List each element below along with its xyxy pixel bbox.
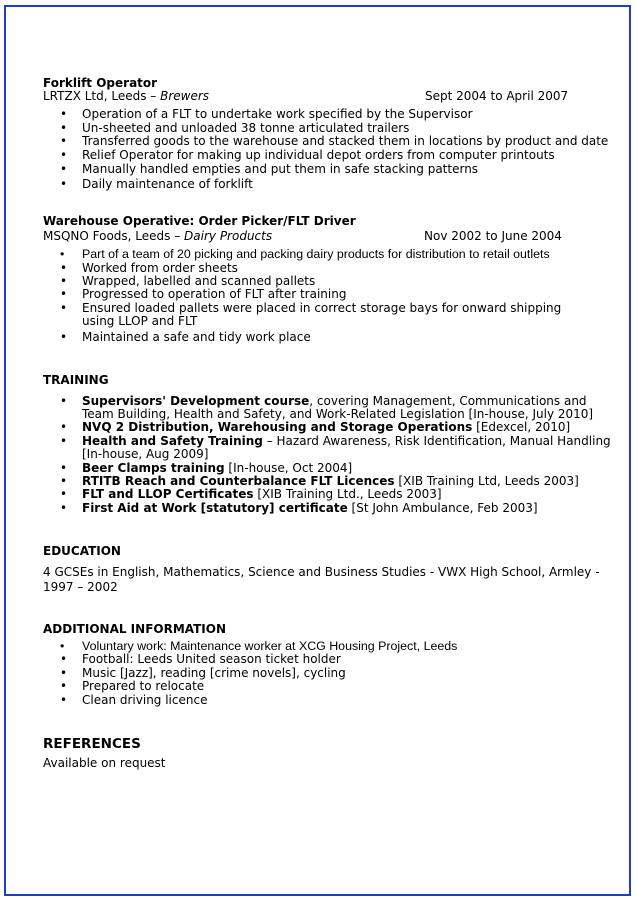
additional-list <box>43 640 613 707</box>
education-section <box>43 545 613 594</box>
list-item: • Daily maintenance of forklift <box>60 177 253 192</box>
additional-section <box>43 623 613 707</box>
list-item: • Voluntary work: Maintenance worker at XCG Housing Project, Leeds <box>60 638 458 653</box>
list-item: • First Aid at Work [statutory] certificate [St John Ambulance, Feb 2003] <box>60 500 538 515</box>
job-company: LRTZX Ltd, Leeds – <box>43 89 161 104</box>
education-detail: 4 GCSEs in English, Mathematics, Science and Business Studies - VWX High School, Armley - 1997 – 2002 <box>43 564 600 594</box>
list-item: • RTITB Reach and Counterbalance FLT Licences [XIB Training Ltd, Leeds 2003] <box>60 473 579 488</box>
list-item: • Transferred goods to the warehouse and stacked them in locations by product and date <box>60 134 609 149</box>
list-item: • Maintained a safe and tidy work place <box>60 329 311 344</box>
list-item: • Health and Safety Training – Hazard Awareness, Risk Identification, Manual Handling [In-house, Aug 2009] <box>60 433 611 462</box>
section-heading: TRAINING <box>43 373 109 388</box>
section-heading: EDUCATION <box>43 544 121 559</box>
list-item: • Clean driving licence <box>60 692 208 707</box>
list-item: • FLT and LLOP Certificates [XIB Training Ltd., Leeds 2003] <box>60 487 442 502</box>
list-item: • Progressed to operation of FLT after training <box>60 287 347 302</box>
job-title: Forklift Operator <box>43 76 158 90</box>
list-item: • Worked from order sheets <box>60 260 238 275</box>
job-dates: Sept 2004 to April 2007 <box>425 89 569 104</box>
list-item: • Part of a team of 20 picking and packing dairy products for distribution to retail outlets <box>60 247 550 262</box>
job-dates: Nov 2002 to June 2004 <box>424 229 562 244</box>
list-item: • Music [Jazz], reading [crime novels], cycling <box>60 665 346 680</box>
list-item: • Relief Operator for making up individual depot orders from computer printouts <box>60 147 555 162</box>
job-warehouse-operative <box>43 215 613 344</box>
training-list <box>43 395 613 516</box>
section-heading: ADDITIONAL INFORMATION <box>43 621 227 636</box>
references-section <box>43 738 613 771</box>
references-text: Available on request <box>43 756 166 771</box>
list-item: • Beer Clamps training [In-house, Oct 2004] <box>60 460 353 475</box>
list-item-continued: using LLOP and FLT <box>82 314 198 329</box>
list-item: • NVQ 2 Distribution, Warehousing and Storage Operations [Edexcel, 2010] <box>60 420 571 435</box>
list-item: • Supervisors' Development course, covering Management, Communications and Team Building, Health and Safety, and Work-Related Legislation [In-house, July 2010] <box>60 393 594 421</box>
section-heading: REFERENCES <box>43 736 141 752</box>
list-item: • Operation of a FLT to undertake work specified by the Supervisor <box>60 107 473 122</box>
job-sector: Dairy Products <box>184 229 273 244</box>
list-item: • Football: Leeds United season ticket holder <box>60 652 341 667</box>
list-item: • Un-sheeted and unloaded 38 tonne articulated trailers <box>60 120 410 135</box>
list-item: • Ensured loaded pallets were placed in correct storage bays for onward shipping <box>60 300 562 315</box>
list-item: • Wrapped, labelled and scanned pallets <box>60 274 316 289</box>
cv-content <box>43 77 613 771</box>
job-sector: Brewers <box>160 89 210 104</box>
list-item: • Manually handled empties and put them in safe stacking patterns <box>60 162 479 177</box>
list-item: • Prepared to relocate <box>60 679 205 694</box>
duty-list <box>43 248 613 344</box>
job-employer-line <box>43 90 613 104</box>
duty-list <box>43 108 613 191</box>
job-forklift-operator <box>43 77 613 192</box>
job-employer-line <box>43 230 613 244</box>
job-company: MSQNO Foods, Leeds – <box>43 229 185 244</box>
training-section <box>43 374 613 515</box>
job-title: Warehouse Operative: Order Picker/FLT Driver <box>43 213 356 228</box>
